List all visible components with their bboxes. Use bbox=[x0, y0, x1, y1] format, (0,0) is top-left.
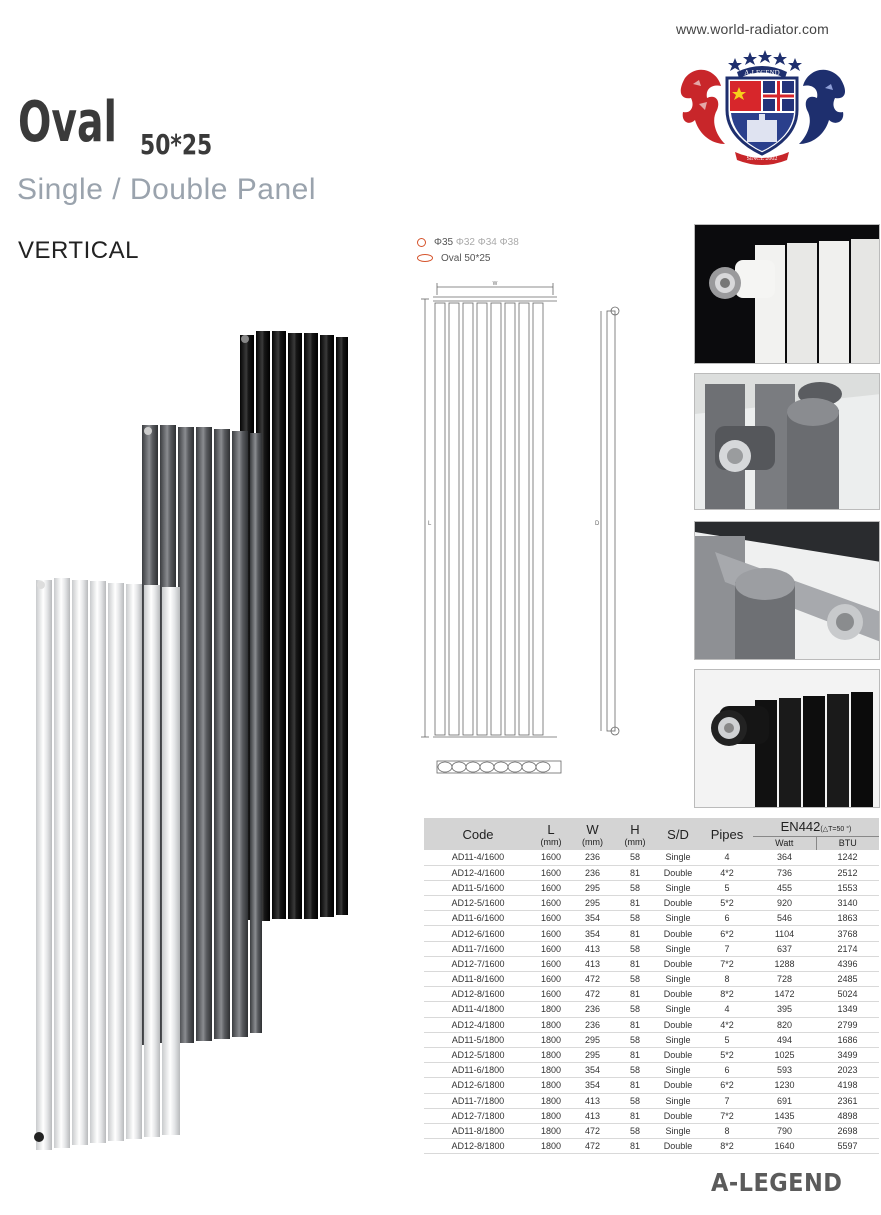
table-cell: 81 bbox=[615, 896, 655, 911]
table-cell: 413 bbox=[570, 1108, 615, 1123]
table-cell: 5*2 bbox=[701, 1047, 753, 1062]
table-cell: 295 bbox=[570, 1047, 615, 1062]
table-cell: AD11-4/1600 bbox=[424, 850, 532, 865]
table-cell: 6 bbox=[701, 1063, 753, 1078]
table-cell: 1600 bbox=[532, 865, 570, 880]
table-cell: 4*2 bbox=[701, 1017, 753, 1032]
orientation-label: VERTICAL bbox=[18, 237, 139, 264]
table-cell: 1472 bbox=[753, 987, 816, 1002]
table-cell: AD11-8/1800 bbox=[424, 1123, 532, 1138]
table-row bbox=[424, 956, 879, 971]
table-cell: 58 bbox=[615, 972, 655, 987]
table-cell: 1800 bbox=[532, 1108, 570, 1123]
table-cell: 6*2 bbox=[701, 926, 753, 941]
table-cell: AD12-5/1600 bbox=[424, 896, 532, 911]
table-cell: 7*2 bbox=[701, 956, 753, 971]
table-cell: 413 bbox=[570, 1093, 615, 1108]
table-cell: 236 bbox=[570, 1017, 615, 1032]
round-pipe-icon bbox=[417, 238, 426, 247]
table-cell: 2512 bbox=[816, 865, 879, 880]
table-cell: 395 bbox=[753, 1002, 816, 1017]
table-cell: 81 bbox=[615, 1017, 655, 1032]
detail-photo-white bbox=[694, 224, 880, 364]
website-url: www.world-radiator.com bbox=[676, 21, 829, 37]
table-cell: 546 bbox=[753, 911, 816, 926]
col-header-l: L (mm) bbox=[532, 818, 570, 850]
table-cell: 593 bbox=[753, 1063, 816, 1078]
table-cell: 81 bbox=[615, 956, 655, 971]
table-cell: 295 bbox=[570, 896, 615, 911]
table-cell: Single bbox=[655, 880, 701, 895]
table-cell: AD11-7/1600 bbox=[424, 941, 532, 956]
col-header-pipes: Pipes bbox=[701, 818, 753, 850]
table-cell: 920 bbox=[753, 896, 816, 911]
table-cell: 1600 bbox=[532, 941, 570, 956]
table-cell: 58 bbox=[615, 911, 655, 926]
table-cell: 354 bbox=[570, 1063, 615, 1078]
table-cell: 58 bbox=[615, 1093, 655, 1108]
table-cell: 1600 bbox=[532, 880, 570, 895]
table-cell: 236 bbox=[570, 865, 615, 880]
table-cell: 58 bbox=[615, 1032, 655, 1047]
table-cell: 5024 bbox=[816, 987, 879, 1002]
table-cell: 1600 bbox=[532, 896, 570, 911]
table-row bbox=[424, 880, 879, 895]
table-cell: 81 bbox=[615, 1139, 655, 1154]
table-cell: AD11-5/1600 bbox=[424, 880, 532, 895]
table-cell: 295 bbox=[570, 880, 615, 895]
table-cell: 1800 bbox=[532, 1047, 570, 1062]
table-cell: 7 bbox=[701, 1093, 753, 1108]
table-cell: 7*2 bbox=[701, 1108, 753, 1123]
table-cell: 5*2 bbox=[701, 896, 753, 911]
table-cell: 4396 bbox=[816, 956, 879, 971]
table-cell: 1025 bbox=[753, 1047, 816, 1062]
table-cell: 2361 bbox=[816, 1093, 879, 1108]
table-cell: 1863 bbox=[816, 911, 879, 926]
table-row bbox=[424, 865, 879, 880]
table-cell: 1230 bbox=[753, 1078, 816, 1093]
table-cell: 1686 bbox=[816, 1032, 879, 1047]
table-cell: 1640 bbox=[753, 1139, 816, 1154]
table-cell: 790 bbox=[753, 1123, 816, 1138]
table-cell: AD12-4/1800 bbox=[424, 1017, 532, 1032]
table-cell: 8*2 bbox=[701, 987, 753, 1002]
table-cell: 3768 bbox=[816, 926, 879, 941]
table-cell: 1435 bbox=[753, 1108, 816, 1123]
pipe-legend bbox=[417, 234, 519, 266]
table-cell: 81 bbox=[615, 987, 655, 1002]
table-row bbox=[424, 1078, 879, 1093]
table-row bbox=[424, 1093, 879, 1108]
table-cell: 472 bbox=[570, 987, 615, 1002]
table-cell: 1800 bbox=[532, 1078, 570, 1093]
legend-oval: Oval 50*25 bbox=[441, 252, 491, 264]
table-cell: 236 bbox=[570, 1002, 615, 1017]
table-cell: AD12-8/1800 bbox=[424, 1139, 532, 1154]
table-cell: 3140 bbox=[816, 896, 879, 911]
col-header-code: Code bbox=[424, 818, 532, 850]
table-cell: 1800 bbox=[532, 1123, 570, 1138]
table-cell: AD12-7/1600 bbox=[424, 956, 532, 971]
table-cell: 2485 bbox=[816, 972, 879, 987]
col-header-sd: S/D bbox=[655, 818, 701, 850]
table-cell: 728 bbox=[753, 972, 816, 987]
table-cell: 2799 bbox=[816, 1017, 879, 1032]
table-cell: AD11-7/1800 bbox=[424, 1093, 532, 1108]
table-cell: 472 bbox=[570, 972, 615, 987]
dim-l-label: L bbox=[428, 521, 432, 527]
table-cell: 4198 bbox=[816, 1078, 879, 1093]
table-cell: AD12-5/1800 bbox=[424, 1047, 532, 1062]
table-cell: 1349 bbox=[816, 1002, 879, 1017]
table-cell: Double bbox=[655, 926, 701, 941]
table-cell: Double bbox=[655, 1017, 701, 1032]
table-cell: AD11-8/1600 bbox=[424, 972, 532, 987]
table-cell: 4898 bbox=[816, 1108, 879, 1123]
table-cell: 58 bbox=[615, 1063, 655, 1078]
legend-row-round bbox=[417, 234, 519, 250]
table-cell: 364 bbox=[753, 850, 816, 865]
logo-since-text: SINCE 2002 bbox=[746, 156, 778, 162]
table-cell: AD12-8/1600 bbox=[424, 987, 532, 1002]
table-cell: Double bbox=[655, 1108, 701, 1123]
table-cell: 1104 bbox=[753, 926, 816, 941]
table-row bbox=[424, 1032, 879, 1047]
radiator-product-photo bbox=[30, 325, 355, 1155]
table-cell: 2698 bbox=[816, 1123, 879, 1138]
table-cell: 58 bbox=[615, 880, 655, 895]
table-row bbox=[424, 1123, 879, 1138]
table-cell: Single bbox=[655, 972, 701, 987]
table-cell: 354 bbox=[570, 1078, 615, 1093]
table-cell: Single bbox=[655, 1063, 701, 1078]
detail-photo-silver bbox=[694, 521, 880, 660]
table-cell: 1600 bbox=[532, 972, 570, 987]
table-cell: 1800 bbox=[532, 1139, 570, 1154]
table-cell: 6 bbox=[701, 911, 753, 926]
table-cell: Double bbox=[655, 865, 701, 880]
table-cell: 295 bbox=[570, 1032, 615, 1047]
table-cell: 413 bbox=[570, 941, 615, 956]
spec-table bbox=[424, 818, 879, 1154]
table-cell: 81 bbox=[615, 865, 655, 880]
table-cell: 1600 bbox=[532, 956, 570, 971]
table-cell: 413 bbox=[570, 956, 615, 971]
table-cell: 1600 bbox=[532, 911, 570, 926]
table-cell: AD12-4/1600 bbox=[424, 865, 532, 880]
table-cell: Double bbox=[655, 896, 701, 911]
table-cell: 81 bbox=[615, 1078, 655, 1093]
col-header-w: W (mm) bbox=[570, 818, 615, 850]
table-cell: Single bbox=[655, 1093, 701, 1108]
logo-banner-text: A-LEGEND bbox=[744, 69, 780, 77]
table-cell: 1800 bbox=[532, 1063, 570, 1078]
table-row bbox=[424, 1139, 879, 1154]
table-cell: 4*2 bbox=[701, 865, 753, 880]
table-row bbox=[424, 987, 879, 1002]
table-cell: Single bbox=[655, 911, 701, 926]
table-cell: 5597 bbox=[816, 1139, 879, 1154]
table-row bbox=[424, 1108, 879, 1123]
detail-photo-grey bbox=[694, 373, 880, 510]
col-header-btu: BTU bbox=[816, 836, 879, 850]
table-cell: 81 bbox=[615, 1047, 655, 1062]
col-header-h: H (mm) bbox=[615, 818, 655, 850]
legend-round-main: Φ35 bbox=[434, 236, 454, 248]
table-cell: 8 bbox=[701, 972, 753, 987]
table-row bbox=[424, 1063, 879, 1078]
table-cell: 5 bbox=[701, 1032, 753, 1047]
table-cell: 8 bbox=[701, 1123, 753, 1138]
table-cell: 4 bbox=[701, 1002, 753, 1017]
table-cell: 81 bbox=[615, 1108, 655, 1123]
table-cell: Double bbox=[655, 1139, 701, 1154]
table-cell: 455 bbox=[753, 880, 816, 895]
table-cell: 472 bbox=[570, 1123, 615, 1138]
table-cell: 354 bbox=[570, 911, 615, 926]
table-cell: 1288 bbox=[753, 956, 816, 971]
table-cell: AD12-6/1800 bbox=[424, 1078, 532, 1093]
table-cell: Double bbox=[655, 987, 701, 1002]
col-header-en442: EN442(△T=50 °) bbox=[753, 818, 879, 836]
table-cell: 3499 bbox=[816, 1047, 879, 1062]
oval-pipe-icon bbox=[417, 254, 433, 262]
legend-round-faint: Φ32 Φ34 Φ38 bbox=[455, 236, 519, 248]
table-cell: Double bbox=[655, 1047, 701, 1062]
table-row bbox=[424, 926, 879, 941]
table-cell: 494 bbox=[753, 1032, 816, 1047]
table-row bbox=[424, 972, 879, 987]
table-cell: 7 bbox=[701, 941, 753, 956]
table-row bbox=[424, 941, 879, 956]
legend-row-oval bbox=[417, 250, 519, 266]
table-cell: AD11-6/1800 bbox=[424, 1063, 532, 1078]
table-cell: 472 bbox=[570, 1139, 615, 1154]
table-cell: 691 bbox=[753, 1093, 816, 1108]
col-header-watt: Watt bbox=[753, 836, 816, 850]
technical-drawing bbox=[415, 275, 640, 785]
spec-table-body bbox=[424, 850, 879, 1154]
table-cell: Double bbox=[655, 1078, 701, 1093]
table-row bbox=[424, 1047, 879, 1062]
detail-photo-black bbox=[694, 669, 880, 808]
dim-w-label: W bbox=[492, 281, 498, 287]
table-cell: 354 bbox=[570, 926, 615, 941]
table-cell: 8*2 bbox=[701, 1139, 753, 1154]
table-cell: Single bbox=[655, 1123, 701, 1138]
table-cell: 1800 bbox=[532, 1032, 570, 1047]
table-cell: 58 bbox=[615, 850, 655, 865]
table-cell: 820 bbox=[753, 1017, 816, 1032]
table-cell: 58 bbox=[615, 1123, 655, 1138]
table-cell: AD11-4/1800 bbox=[424, 1002, 532, 1017]
footer-brand: A-LEGEND bbox=[711, 1168, 843, 1197]
table-row bbox=[424, 1017, 879, 1032]
product-subtitle: Single / Double Panel bbox=[17, 173, 317, 206]
table-cell: Single bbox=[655, 1032, 701, 1047]
table-row bbox=[424, 1002, 879, 1017]
product-size: 50*25 bbox=[140, 128, 213, 161]
table-row bbox=[424, 911, 879, 926]
table-row bbox=[424, 850, 879, 865]
table-cell: AD11-6/1600 bbox=[424, 911, 532, 926]
table-cell: 637 bbox=[753, 941, 816, 956]
table-row bbox=[424, 896, 879, 911]
table-cell: 1800 bbox=[532, 1093, 570, 1108]
product-title: Oval bbox=[18, 90, 117, 155]
table-cell: AD11-5/1800 bbox=[424, 1032, 532, 1047]
table-cell: 5 bbox=[701, 880, 753, 895]
table-cell: 2174 bbox=[816, 941, 879, 956]
table-cell: 1600 bbox=[532, 987, 570, 1002]
table-cell: 1242 bbox=[816, 850, 879, 865]
table-cell: 736 bbox=[753, 865, 816, 880]
table-cell: 1800 bbox=[532, 1002, 570, 1017]
dim-d-label: D bbox=[595, 521, 600, 527]
table-cell: 2023 bbox=[816, 1063, 879, 1078]
table-cell: 1600 bbox=[532, 850, 570, 865]
table-cell: AD12-6/1600 bbox=[424, 926, 532, 941]
table-cell: AD12-7/1800 bbox=[424, 1108, 532, 1123]
table-cell: 1553 bbox=[816, 880, 879, 895]
table-cell: 236 bbox=[570, 850, 615, 865]
table-cell: Single bbox=[655, 850, 701, 865]
table-cell: 6*2 bbox=[701, 1078, 753, 1093]
table-cell: 58 bbox=[615, 1002, 655, 1017]
table-cell: 58 bbox=[615, 941, 655, 956]
table-cell: 1600 bbox=[532, 926, 570, 941]
table-cell: 81 bbox=[615, 926, 655, 941]
spec-table-container bbox=[424, 818, 879, 1154]
table-cell: Double bbox=[655, 956, 701, 971]
table-cell: 1800 bbox=[532, 1017, 570, 1032]
table-cell: Single bbox=[655, 1002, 701, 1017]
brand-logo bbox=[675, 48, 850, 166]
table-cell: Single bbox=[655, 941, 701, 956]
table-cell: 4 bbox=[701, 850, 753, 865]
